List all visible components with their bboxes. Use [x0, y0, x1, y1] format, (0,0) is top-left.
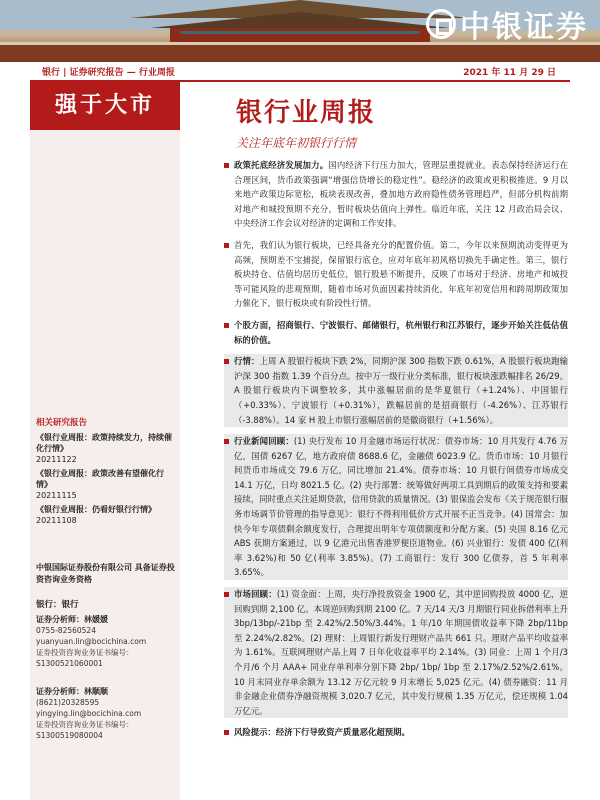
list-item[interactable] [36, 468, 178, 501]
bullet-policy [224, 158, 568, 231]
bullet-news [224, 434, 568, 580]
list-item[interactable] [36, 432, 178, 465]
related-title: 《银行业周报：政策改善有望催化行情》 [36, 469, 164, 489]
report-topbar [30, 62, 570, 82]
analyst-role: 证券分析师： [36, 687, 84, 696]
rating-badge: 强于大市 [30, 82, 180, 130]
analyst-phone: 0755-82560524 [36, 626, 96, 635]
bullet-view [224, 238, 568, 311]
bullet-text: 国内经济下行压力加大，管理层重提就业。表态保持经济运行在合理区间，货币政策强调“增强信贷增长的稳定性”。稳经济的政策或更积极推进。9 月以来地产政策边际宽松，板块表现改善，叠加地方政府隐性债务管理趋严，但部分机构前期对地产和城投预期不充分，暂时板块估值向上弹性。临近年底，关注 12 月政治局会议、中央经济工作会议对经济的定调和工作安排。 [234, 160, 569, 229]
page-title: 银行业周报 [236, 98, 377, 128]
bullet-text: (1) 资金面：上周，央行净投放资金 1900 亿，其中逆回购投放 4000 亿，逆回购到期 2,100 亿。本周逆回购到期 2100 亿。7 天/14 天/3 月期银行同业拆借利率上升 3bp/13bp/-21bp 至 2.42%/2.50%/3.44%。1 年/10 年期国债收益率下降 2bp/11bp 至 2.24%/2.82%。(2) 理财：上周银行新发行理财产品共 661 只。理财产品平均收益率为 1.61%。互联网理财产品上周 7 日年化收益率平均 2.14%。(3) 同业：上周 1 个月/3 个月/6 个月 AAA+ 同业存单利率分别下降 2bp/ 1bp/ 1bp 至 2.17%/2.52%/2.61%。10 月末同业存单余额为 13.12 万亿元较 9 月末增长 5,025 亿元。(4) 债券融资：11 月非金融企业债券净融资规模 3,020.7 亿元，其中发行规模 1.35 万亿元，偿还规模 1.04 万亿元。 [234, 589, 568, 716]
bullet-market [224, 354, 568, 427]
page-subtitle: 关注年底年初银行行情 [236, 136, 357, 150]
header-banner [0, 0, 600, 62]
analyst-name: 林顺顺 [84, 687, 108, 696]
bullet-picks [224, 318, 568, 347]
report-date: 2021 年 11 月 29 日 [463, 68, 556, 78]
bullet-text: 首先，我们认为银行板块，已经具备充分的配置价值。第二，今年以来预期流动变得更为高频，预期差不宝捕捉，保留银行底仓，应对年底年初风格切换先手确定性。第三，银行板块持仓、估值均居历史低位，银行股悬不断提升，反映了市场对于经济、房地产和城投等可能风险的悲观预期，随着市场对负面因素持续消化，年底年初宽信用和跨周期政策加力催化下，银行板块或有阶段性行情。 [234, 239, 568, 309]
related-date: 20211115 [36, 491, 77, 500]
analyst-name: 林媛媛 [84, 615, 108, 624]
bullet-lead: 市场回顾： [234, 589, 277, 600]
related-title: 《银行业周报：政策持续发力，持续催化行情》 [36, 433, 172, 453]
analyst-phone: (8621)20328595 [36, 698, 100, 707]
bullet-lead: 行情： [234, 356, 260, 367]
bullet-text: (1) 央行发布 10 月金融市场运行状况：债券市场：10 月共发行 4.76 万亿，国债 6267 亿，地方政府债 8688.6 亿，金融债 6023.9 亿。货币市场：10 月银行间货币市场成交 79.6 万亿，同比增加 21.4%。债券市场：10 月银行间债券市场成交 14.1 万亿，日均 8021.5 亿。(2) 央行部署：统筹做好两项工具到期后的政策支持和要素接续，同时重点关注延期贷款，信用贷款的质量情况。(3) 银保监会发布《关于规范银行服务市场调节价管理的指导意见》：银行不得利用低价方式开展不正当竞争。(4) 国常会：加快今年专项债剩余额度发行，合理提出明年专项债额度和分配方案。(5) 央国 8.16 亿元 ABS 获期方案通过，以 9 亿港元出售香港罗便臣道物业。(6) 兴业银行：发债 400 亿(利率 3.62%)和 50 亿(利率 3.85%)。(7) 工商银行：发行 300 亿债券，首 5 年利率 3.65%。 [234, 436, 569, 578]
related-title: 《银行业周报：仍看好银行行情》 [36, 505, 156, 514]
analyst-role: 证券分析师： [36, 615, 84, 624]
analyst-block [36, 686, 180, 741]
brand-logo [426, 2, 588, 46]
bullet-list [224, 158, 568, 747]
bullet-risk [224, 725, 568, 740]
bullet-lead: 政策托底经济发展加力。 [234, 160, 329, 170]
brand-name: 中银证券 [460, 10, 588, 45]
analyst-email[interactable]: yingying.lin@bocichina.com [36, 709, 142, 718]
bank-logo-icon [426, 9, 456, 39]
related-reports-title: 相关研究报告 [36, 418, 88, 428]
analyst-email[interactable]: yuanyuan.lin@bocichina.com [36, 637, 147, 646]
related-reports-list [36, 432, 178, 529]
analyst-block [36, 614, 180, 669]
analyst-cert: 证券投资咨询业务证书编号：S1300519080004 [36, 720, 134, 740]
firm-name: 中银国际证券股份有限公司 具备证券投资咨询业务资格 [36, 563, 175, 584]
sector-label: 银行：银行 [36, 600, 79, 610]
list-item[interactable] [36, 504, 178, 526]
related-date: 20211122 [36, 455, 77, 464]
related-date: 20211108 [36, 516, 77, 525]
breadcrumb: 银行 | 证券研究报告 — 行业周报 [42, 68, 175, 78]
bullet-text: 上周 A 股银行板块下跌 2%，同期沪深 300 指数下跌 0.61%，A 股银行板块跑输沪深 300 指数 1.39 个百分点。按中万一级行业分类标准，银行板块涨跌幅排名 26/29。A 股银行板块内下调整较多，其中涨幅居前的是华夏银行（+1.24%）、中国银行（+0.33%）、宁波银行（+0.31%），跌幅居前的是招商银行（-4.26%）、江苏银行（-3.88%）。14 家 H 股上市银行涨幅居前的是徽商银行（+1.56%）。 [234, 356, 569, 425]
analyst-cert: 证券投资咨询业务证书编号：S1300521060001 [36, 648, 134, 668]
bullet-lead: 个股方面，招商银行、宁波银行、邮储银行，杭州银行和江苏银行，逐步开始关注低估值标的价值。 [234, 319, 568, 345]
bullet-review [224, 587, 568, 718]
bullet-lead: 风险提示：经济下行导致资产质量恶化超预期。 [234, 727, 410, 738]
sidebar [30, 82, 180, 800]
bullet-lead: 行业新闻回顾： [234, 436, 294, 447]
